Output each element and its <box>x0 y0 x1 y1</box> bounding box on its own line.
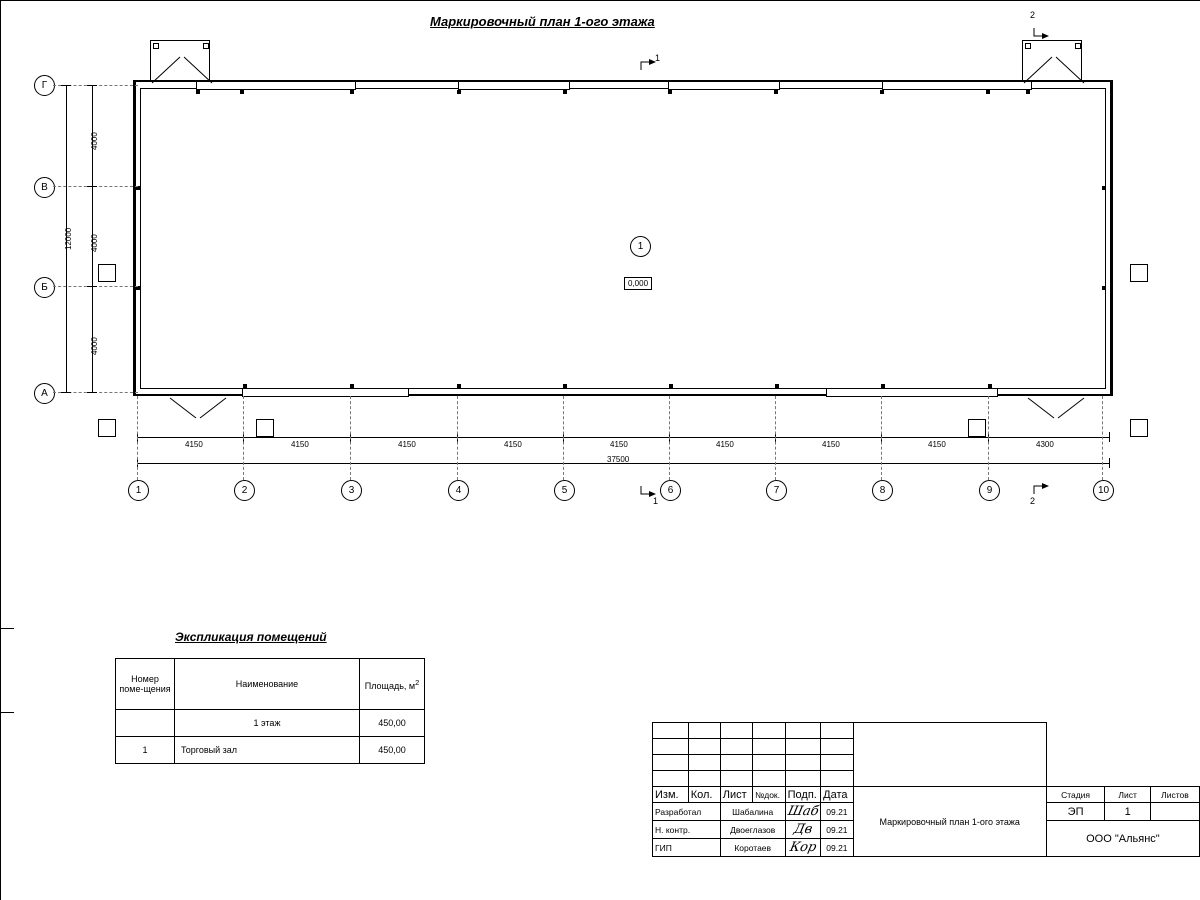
platform-box <box>1130 264 1148 282</box>
window-band <box>196 81 356 90</box>
axis-marker-4: 4 <box>448 480 469 501</box>
entrance-swing <box>168 396 228 420</box>
column-tick <box>1026 90 1030 94</box>
stamp-date-developer: 09.21 <box>821 803 853 821</box>
stamp-cell <box>785 771 821 787</box>
section-label-bottom-right: 2 <box>1030 496 1036 506</box>
grid-line-10 <box>1102 396 1103 480</box>
frame-tick <box>0 628 14 629</box>
dim-tick <box>1109 458 1110 468</box>
grid-line-3 <box>350 396 351 480</box>
stamp-cell <box>821 739 853 755</box>
signature-glyph: Кор <box>788 840 818 855</box>
stamp-cell <box>720 739 752 755</box>
stamp-sheets-value <box>1150 803 1199 821</box>
frame-tick <box>0 712 14 713</box>
header-number-label: Номер поме-щения <box>119 674 171 694</box>
stamp-date-gip: 09.21 <box>821 839 853 857</box>
stamp-cell <box>821 771 853 787</box>
corner-node <box>153 43 159 49</box>
section-label-bottom: 1 <box>653 496 659 506</box>
dim-h-6: 4150 <box>716 440 734 449</box>
dim-h-total: 37500 <box>607 455 630 464</box>
dim-tick <box>61 392 71 393</box>
stamp-cell <box>821 723 853 739</box>
stamp-blank-cell <box>1046 723 1199 787</box>
sheet-frame-left <box>0 0 1 900</box>
stamp-cell <box>720 771 752 787</box>
wall-right-inner <box>1105 88 1106 388</box>
stamp-company: ООО "Альянс" <box>1046 821 1199 857</box>
stamp-cell <box>821 755 853 771</box>
stamp-cell <box>785 723 821 739</box>
column-tick <box>196 90 200 94</box>
dim-vertical-3: 4000 <box>90 337 99 355</box>
dim-chain-h1 <box>137 437 1109 438</box>
corner-line <box>150 40 210 41</box>
entrance-swing <box>150 55 214 85</box>
column-tick <box>1102 286 1106 290</box>
column-tick <box>240 90 244 94</box>
window-band <box>826 388 998 397</box>
header-number <box>116 659 175 710</box>
axis-marker-6: 6 <box>660 480 681 501</box>
column-tick <box>563 90 567 94</box>
corner-node <box>1075 43 1081 49</box>
header-name-label: Наименование <box>235 679 299 689</box>
stamp-signature-gip <box>785 839 821 857</box>
stamp-cell <box>785 755 821 771</box>
stamp-stage-value: ЭП <box>1046 803 1105 821</box>
axis-marker-b: Б <box>34 277 55 298</box>
stamp-col-podp: Подп. <box>785 787 821 803</box>
axis-marker-g: Г <box>34 75 55 96</box>
dim-h-3: 4150 <box>398 440 416 449</box>
section-mark-top-right <box>1032 22 1054 49</box>
entrance-swing <box>1022 55 1086 85</box>
stamp-cell <box>753 723 786 739</box>
dim-tick <box>87 85 97 86</box>
stamp-sheets-label: Листов <box>1150 787 1199 803</box>
dim-h-8: 4150 <box>928 440 946 449</box>
axis-marker-8: 8 <box>872 480 893 501</box>
grid-line-7 <box>775 396 776 480</box>
stamp-name-controller: Двоеглазов <box>720 821 785 839</box>
page-title: Маркировочный план 1-ого этажа <box>430 14 655 29</box>
column-tick <box>457 384 461 388</box>
column-tick <box>668 90 672 94</box>
section-label-top-right: 2 <box>1030 10 1036 20</box>
dim-vertical-2: 4000 <box>90 234 99 252</box>
grid-line-4 <box>457 396 458 480</box>
axis-marker-2: 2 <box>234 480 255 501</box>
stamp-cell <box>688 771 720 787</box>
stamp-col-kol: Кол. <box>688 787 720 803</box>
axis-marker-3: 3 <box>341 480 362 501</box>
stamp-cell <box>785 739 821 755</box>
grid-line-9 <box>988 396 989 480</box>
header-area-sup: 2 <box>415 677 420 687</box>
column-tick <box>563 384 567 388</box>
column-tick <box>881 384 885 388</box>
window-band <box>668 81 780 90</box>
grid-line-2 <box>243 396 244 480</box>
section-label-top: 1 <box>655 53 661 63</box>
axis-marker-5: 5 <box>554 480 575 501</box>
column-tick <box>457 90 461 94</box>
grid-line-6 <box>669 396 670 480</box>
stamp-sheet-value: 1 <box>1105 803 1151 821</box>
wall-right <box>1110 80 1113 396</box>
column-tick <box>350 384 354 388</box>
table-row <box>116 710 425 737</box>
row-name: 1 этаж <box>175 710 360 737</box>
dim-vertical-total: 12000 <box>64 227 73 250</box>
dim-h-4: 4150 <box>504 440 522 449</box>
stamp-column-header-row <box>653 787 1200 803</box>
row-name: Торговый зал <box>175 737 360 764</box>
stamp-cell <box>653 739 689 755</box>
dim-h-5: 4150 <box>610 440 628 449</box>
stamp-name-gip: Коротаев <box>720 839 785 857</box>
room-number-marker: 1 <box>630 236 651 257</box>
wall-left-inner <box>140 88 141 388</box>
level-mark: 0,000 <box>624 277 652 290</box>
header-area <box>360 659 425 710</box>
corner-node <box>203 43 209 49</box>
stamp-cell <box>753 755 786 771</box>
platform-box <box>1130 419 1148 437</box>
axis-marker-1: 1 <box>128 480 149 501</box>
table-header-row <box>116 659 425 710</box>
wall-left <box>133 80 136 396</box>
column-tick <box>774 90 778 94</box>
dim-h-1: 4150 <box>185 440 203 449</box>
dim-tick <box>1109 432 1110 442</box>
stamp-col-list: Лист <box>720 787 752 803</box>
dim-vertical-1: 4000 <box>90 132 99 150</box>
platform-box <box>968 419 986 437</box>
platform-box <box>256 419 274 437</box>
column-tick <box>243 384 247 388</box>
entrance-swing <box>1026 396 1086 420</box>
sheet-frame-top <box>0 0 1200 1</box>
axis-marker-a: А <box>34 383 55 404</box>
column-tick <box>986 90 990 94</box>
grid-line-1 <box>137 396 138 480</box>
stamp-sheet-label: Лист <box>1105 787 1151 803</box>
stamp-role-gip: ГИП <box>653 839 721 857</box>
column-tick <box>1102 186 1106 190</box>
stamp-role-controller: Н. контр. <box>653 821 721 839</box>
column-tick <box>988 384 992 388</box>
column-tick <box>350 90 354 94</box>
row-area: 450,00 <box>360 710 425 737</box>
stamp-empty-row <box>653 723 1200 739</box>
stamp-cell <box>753 739 786 755</box>
stamp-cell <box>653 723 689 739</box>
stamp-cell <box>688 723 720 739</box>
axis-marker-v: В <box>34 177 55 198</box>
platform-box <box>98 419 116 437</box>
row-area: 450,00 <box>360 737 425 764</box>
window-band <box>882 81 1032 90</box>
grid-line-8 <box>881 396 882 480</box>
table-row <box>116 737 425 764</box>
stamp-cell <box>753 771 786 787</box>
stamp-role-developer: Разработал <box>653 803 721 821</box>
stamp-cell <box>653 771 689 787</box>
column-tick <box>775 384 779 388</box>
stamp-col-izm: Изм. <box>653 787 689 803</box>
header-name <box>175 659 360 710</box>
stamp-name-developer: Шабалина <box>720 803 785 821</box>
platform-box <box>98 264 116 282</box>
dim-h-2: 4150 <box>291 440 309 449</box>
axis-marker-10: 10 <box>1093 480 1114 501</box>
row-number <box>116 710 175 737</box>
stamp-drawing-title: Маркировочный план 1-ого этажа <box>853 787 1046 857</box>
stamp-signature-controller <box>785 821 821 839</box>
corner-node <box>1025 43 1031 49</box>
dim-tick <box>61 85 71 86</box>
window-band <box>458 81 570 90</box>
stamp-col-ndok: №док. <box>753 787 786 803</box>
stamp-stage-label: Стадия <box>1046 787 1105 803</box>
stamp-cell <box>688 755 720 771</box>
dim-h-9: 4300 <box>1036 440 1054 449</box>
dim-tick <box>87 286 97 287</box>
section-mark-bottom-right <box>1032 482 1054 509</box>
axis-marker-9: 9 <box>979 480 1000 501</box>
header-area-label: Площадь, м <box>364 680 416 691</box>
stamp-cell <box>653 755 689 771</box>
column-tick <box>669 384 673 388</box>
explication-title: Экспликация помещений <box>175 630 327 644</box>
title-block <box>652 722 1200 857</box>
stamp-col-data: Дата <box>821 787 853 803</box>
stamp-date-controller: 09.21 <box>821 821 853 839</box>
stamp-cell <box>720 755 752 771</box>
signature-glyph: Дв <box>792 822 814 837</box>
stamp-cell <box>688 739 720 755</box>
column-tick <box>880 90 884 94</box>
stamp-note-cell <box>853 723 1046 787</box>
explication-table <box>115 658 425 764</box>
stamp-signature-developer <box>785 803 821 821</box>
grid-line-5 <box>563 396 564 480</box>
dim-tick <box>87 392 97 393</box>
window-band <box>242 388 409 397</box>
dim-h-7: 4150 <box>822 440 840 449</box>
stamp-cell <box>720 723 752 739</box>
dim-tick <box>87 186 97 187</box>
signature-glyph: Шаб <box>786 804 820 819</box>
axis-marker-7: 7 <box>766 480 787 501</box>
row-number: 1 <box>116 737 175 764</box>
